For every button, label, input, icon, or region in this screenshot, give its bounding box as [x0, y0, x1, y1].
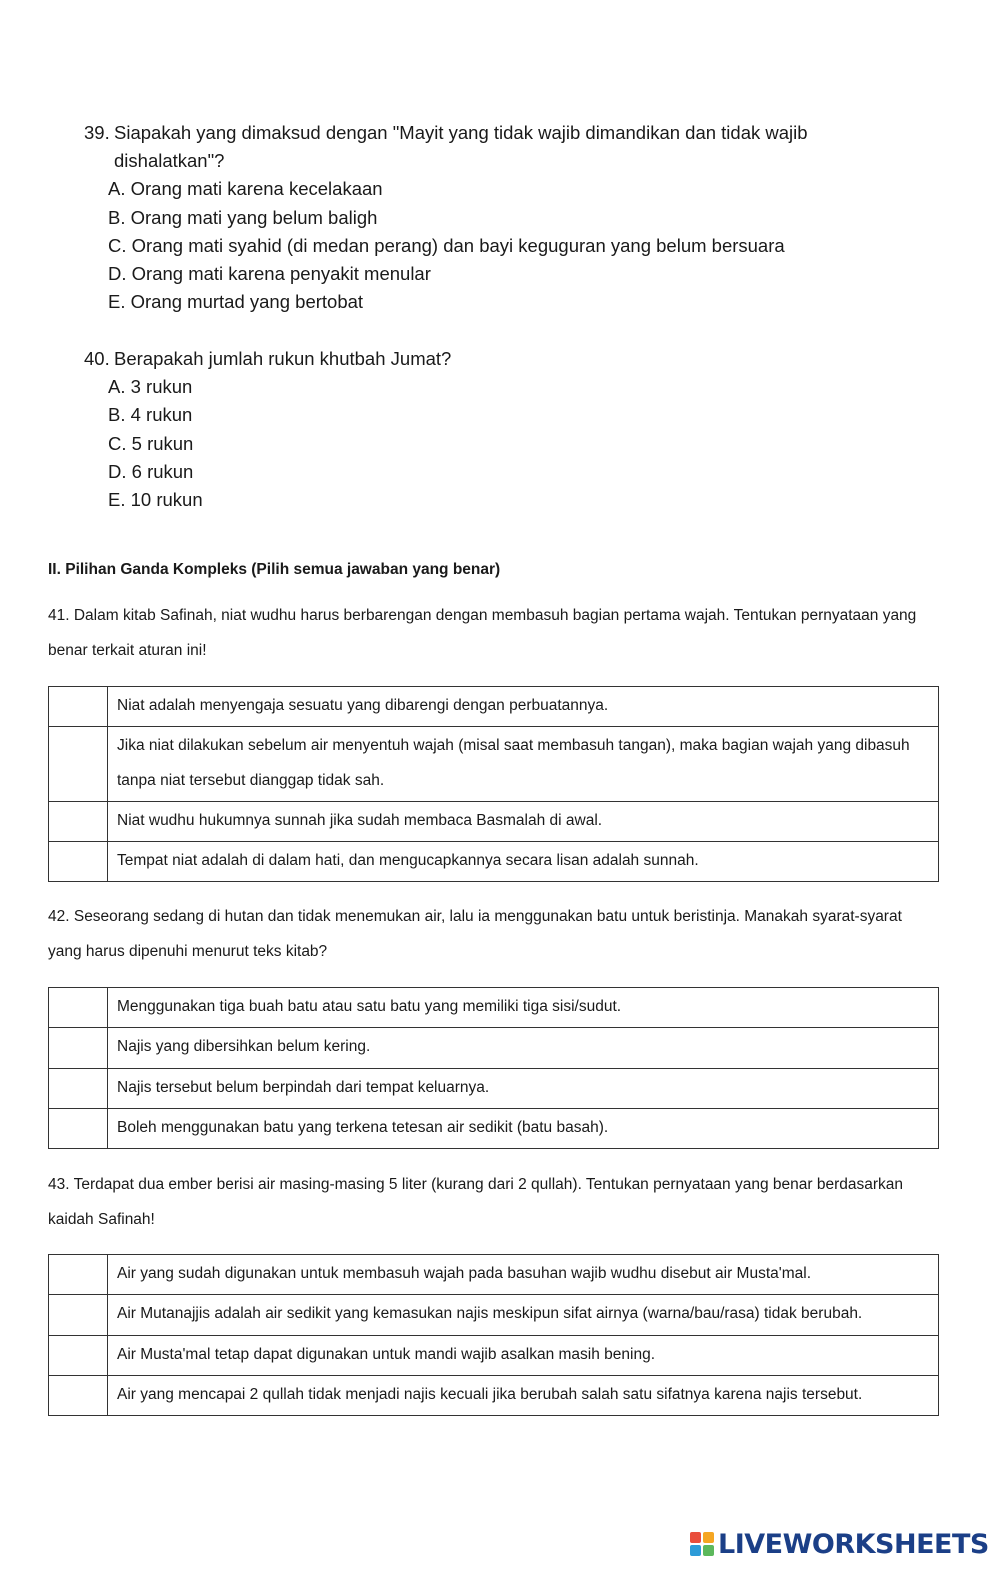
question-40 [84, 345, 824, 514]
table-row [49, 1028, 939, 1068]
answer-checkbox[interactable] [49, 988, 108, 1028]
statement-text: Niat wudhu hukumnya sunnah jika sudah membaca Basmalah di awal. [108, 801, 939, 841]
logo-square [690, 1532, 701, 1543]
option-a[interactable]: A. 3 rukun [108, 376, 193, 398]
table-row [49, 1255, 939, 1295]
table-row [49, 1108, 939, 1148]
table-row [49, 1295, 939, 1335]
liveworksheets-logo [690, 1524, 989, 1564]
answer-checkbox[interactable] [49, 1335, 108, 1375]
table-row [49, 988, 939, 1028]
table-row [49, 1068, 939, 1108]
answer-checkbox[interactable] [49, 801, 108, 841]
logo-square [703, 1532, 714, 1543]
question-number: 39. [84, 122, 110, 143]
option-a[interactable]: A. Orang mati karena kecelakaan [108, 178, 383, 200]
option-c[interactable]: C. Orang mati syahid (di medan perang) dan bayi keguguran yang belum bersuara [108, 234, 785, 256]
statement-text: Najis yang dibersihkan belum kering. [108, 1028, 939, 1068]
answer-checkbox[interactable] [49, 1068, 108, 1108]
answer-checkbox[interactable] [49, 1295, 108, 1335]
table-row [49, 727, 939, 802]
statement-text: Boleh menggunakan batu yang terkena tetesan air sedikit (batu basah). [108, 1108, 939, 1148]
statement-text: Menggunakan tiga buah batu atau satu batu yang memiliki tiga sisi/sudut. [108, 988, 939, 1028]
logo-square [690, 1545, 701, 1556]
statement-text: Jika niat dilakukan sebelum air menyentuh wajah (misal saat membasuh tangan), maka bagian wajah yang dibasuh tanpa niat tersebut dianggap tidak sah. [108, 727, 939, 802]
option-e[interactable]: E. Orang murtad yang bertobat [108, 291, 364, 313]
option-d[interactable]: D. 6 rukun [108, 460, 194, 482]
statement-text: Tempat niat adalah di dalam hati, dan mengucapkannya secara lisan adalah sunnah. [108, 842, 939, 882]
answer-checkbox[interactable] [49, 1108, 108, 1148]
answer-checkbox[interactable] [49, 842, 108, 882]
option-c[interactable]: C. 5 rukun [108, 432, 194, 454]
question-41-text: 41. Dalam kitab Safinah, niat wudhu harus berbarengan dengan membasuh bagian pertama wajah. Tentukan pernyataan yang benar terkait aturan ini! [48, 607, 917, 659]
statement-text: Air yang sudah digunakan untuk membasuh wajah pada basuhan wajib wudhu disebut air Musta'mal. [108, 1255, 939, 1295]
question-43-table [48, 1254, 939, 1416]
question-43-text: 43. Terdapat dua ember berisi air masing-masing 5 liter (kurang dari 2 qullah). Tentukan pernyataan yang benar berdasarkan kaidah Safinah! [48, 1176, 904, 1228]
section-heading: II. Pilihan Ganda Kompleks (Pilih semua jawaban yang benar) [48, 561, 501, 578]
option-b[interactable]: B. Orang mati yang belum baligh [108, 206, 378, 228]
question-42-text: 42. Seseorang sedang di hutan dan tidak menemukan air, lalu ia menggunakan batu untuk beristinja. Manakah syarat-syarat yang harus dipenuhi menurut teks kitab? [48, 908, 902, 960]
logo-mark-icon [690, 1532, 714, 1556]
table-row [49, 842, 939, 882]
option-b[interactable]: B. 4 rukun [108, 404, 193, 426]
statement-text: Air Mutanajjis adalah air sedikit yang kemasukan najis meskipun sifat airnya (warna/bau/rasa) tidak berubah. [108, 1295, 939, 1335]
question-41-table [48, 686, 939, 882]
question-number: 40. [84, 348, 110, 369]
table-row [49, 1335, 939, 1375]
answer-checkbox[interactable] [49, 1255, 108, 1295]
answer-checkbox[interactable] [49, 687, 108, 727]
logo-text: LIVEWORKSHEETS [718, 1528, 989, 1560]
table-row [49, 687, 939, 727]
statement-text: Air yang mencapai 2 qullah tidak menjadi najis kecuali jika berubah salah satu sifatnya karena najis tersebut. [108, 1375, 939, 1415]
answer-checkbox[interactable] [49, 1375, 108, 1415]
logo-square [703, 1545, 714, 1556]
answer-checkbox[interactable] [49, 727, 108, 802]
table-row [49, 801, 939, 841]
option-e[interactable]: E. 10 rukun [108, 489, 203, 511]
statement-text: Niat adalah menyengaja sesuatu yang dibarengi dengan perbuatannya. [108, 687, 939, 727]
answer-checkbox[interactable] [49, 1028, 108, 1068]
question-text: Berapakah jumlah rukun khutbah Jumat? [114, 348, 452, 369]
question-text: Siapakah yang dimaksud dengan "Mayit yang tidak wajib dimandikan dan tidak wajib dishalatkan"? [114, 122, 808, 172]
option-d[interactable]: D. Orang mati karena penyakit menular [108, 263, 431, 285]
statement-text: Najis tersebut belum berpindah dari tempat keluarnya. [108, 1068, 939, 1108]
table-row [49, 1375, 939, 1415]
question-42-table [48, 987, 939, 1149]
question-39 [84, 119, 824, 316]
statement-text: Air Musta'mal tetap dapat digunakan untuk mandi wajib asalkan masih bening. [108, 1335, 939, 1375]
